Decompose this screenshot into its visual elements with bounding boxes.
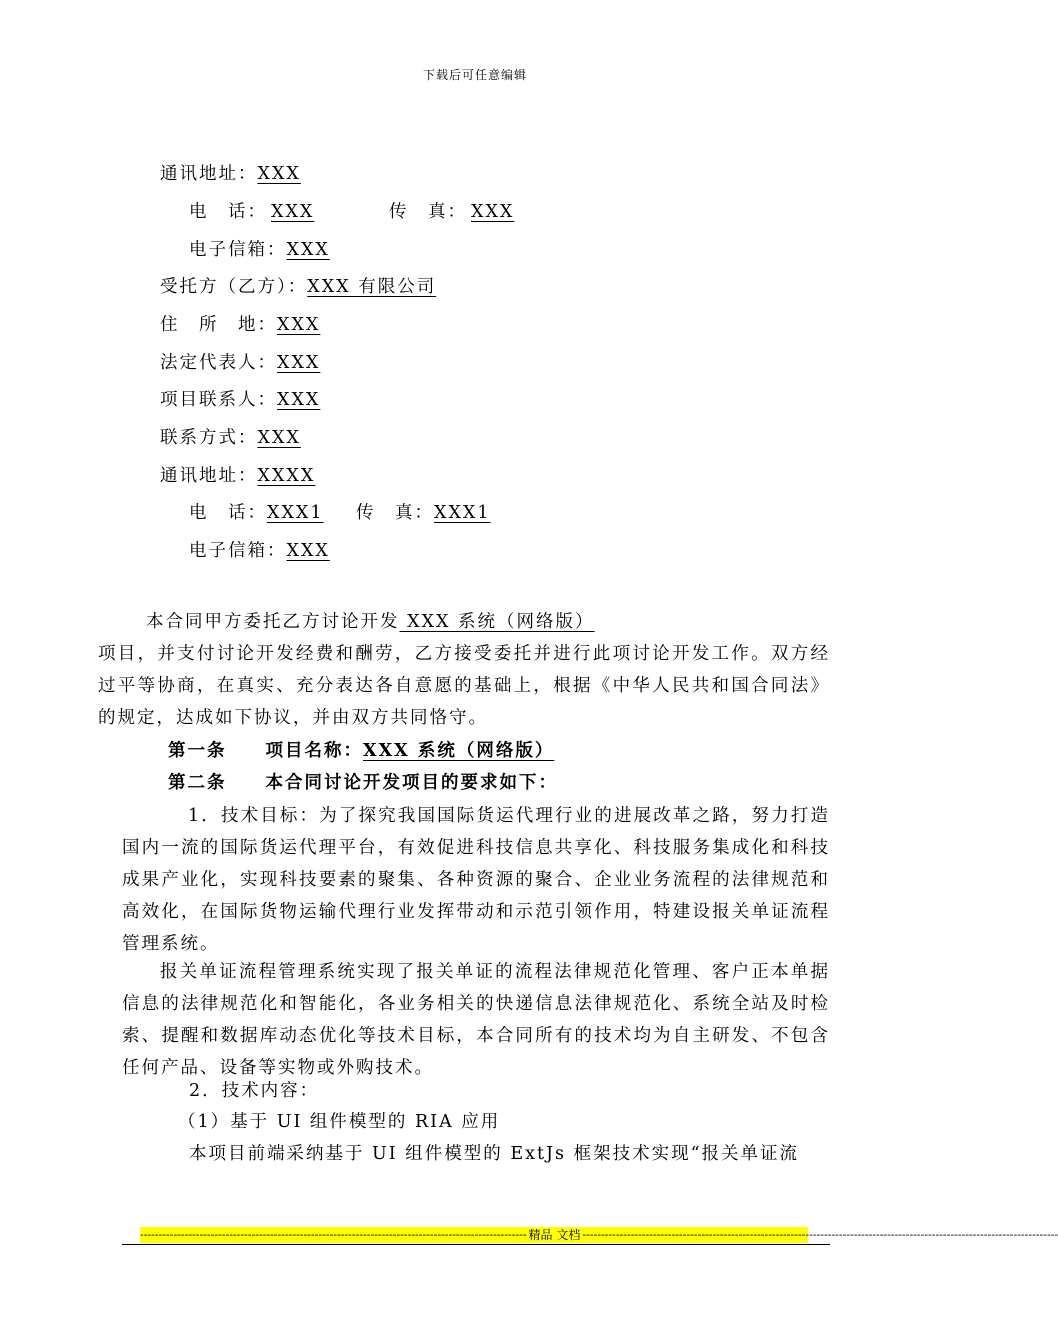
party-a-phone-label: 电 话：: [189, 202, 267, 222]
party-b-residence-label: 住 所 地：: [160, 315, 277, 335]
party-b-contact-person-value: XXX: [277, 390, 321, 410]
party-b-address-label: 通讯地址：: [160, 466, 258, 486]
item-2-1-text: 本项目前端采纳基于 UI 组件模型的 ExtJs 框架技术实现“报关单证流: [189, 1144, 800, 1164]
party-b-contact-method-label: 联系方式：: [160, 428, 258, 448]
party-b-fax: [356, 502, 491, 524]
footer-label: 精品 文档: [528, 1228, 581, 1242]
footer-rule: [122, 1244, 830, 1245]
party-b-legal-rep: [160, 352, 320, 374]
party-a-email-value: XXX: [286, 240, 330, 260]
item-1-paragraph: 1．技术目标：为了探究我国国际货运代理行业的进展改革之路，努力打造国内一流的国际货运代理平台，有效促进科技信息共享化、科技服务集成化和科技成果产业化，实现科技要素的聚集、各种资源的聚合、企业业务流程的法律规范和高效化，在国际货物运输代理行业发挥带动和示范引领作用，特建设报关单证流程管理系统。: [122, 806, 830, 954]
party-b-email-label: 电子信箱：: [189, 541, 287, 561]
party-b-phone-value: XXX1: [267, 503, 324, 523]
party-b-residence: [160, 314, 320, 336]
article-1-value: XXX 系统（网络版）: [363, 741, 555, 761]
party-b-contact-person: [160, 389, 320, 411]
party-a-address-value: XXX: [257, 164, 301, 184]
party-b-email-value: XXX: [286, 541, 330, 561]
party-b-phone-label: 电 话：: [189, 503, 267, 523]
party-b-address: [160, 465, 315, 487]
party-b-contact-person-label: 项目联系人：: [160, 390, 277, 410]
party-b-contact-method: [160, 427, 301, 449]
party-b-address-value: XXXX: [257, 466, 316, 486]
footer-bar: [140, 1227, 1058, 1243]
party-b-legal-value: XXX: [277, 353, 321, 373]
party-b-contact-method-value: XXX: [257, 428, 301, 448]
intro-prefix: 本合同甲方委托乙方讨论开发: [146, 612, 400, 632]
party-b-phone: [189, 502, 324, 524]
page-header: 下载后可任意编辑: [422, 68, 527, 82]
item-2-1: （1）基于 UI 组件模型的 RIA 应用: [178, 1112, 501, 1132]
party-b-fax-value: XXX1: [434, 503, 491, 523]
intro-rest: 项目，并支付讨论开发经费和酬劳，乙方接受委托并进行此项讨论开发工作。双方经过平等协商，在真实、充分表达各自意愿的基础上，根据《中华人民共和国合同法》的规定，达成如下协议，并由双方共同恪守。: [98, 644, 830, 728]
intro-system-name: XXX 系统（网络版）: [399, 612, 595, 632]
article-1: [168, 740, 554, 762]
party-a-email-label: 电子信箱：: [189, 240, 287, 260]
party-a-phone: [189, 201, 314, 223]
party-b-title: [160, 276, 436, 298]
party-a-email: [189, 239, 330, 261]
party-a-address: [160, 163, 301, 185]
party-b-residence-value: XXX: [277, 315, 321, 335]
intro-paragraph: [98, 606, 830, 734]
party-a-phone-value: XXX: [271, 202, 315, 222]
paragraph-2: 报关单证流程管理系统实现了报关单证的流程法律规范化管理、客户正本单据信息的法律规范化和智能化，各业务相关的快递信息法律规范化、系统全站及时检索、提醒和数据库动态优化等技术目标，本合同所有的技术均为自主研发、不包含任何产品、设备等实物或外购技术。: [122, 962, 830, 1078]
party-a-address-label: 通讯地址：: [160, 164, 258, 184]
party-a-fax-label: 传 真：: [389, 202, 467, 222]
party-b-title-label: 受托方（乙方）：: [160, 277, 308, 297]
article-1-label: 第一条 项目名称：: [168, 741, 363, 761]
party-b-email: [189, 540, 330, 562]
party-b-title-value: XXX 有限公司: [307, 277, 437, 297]
footer-dashes-left: --------------------------------------------------------------------------------------------------------: [140, 1228, 527, 1241]
party-a-fax-value: XXX: [471, 202, 515, 222]
party-a-fax: [389, 201, 514, 223]
article-2: 第二条 本合同讨论开发项目的要求如下：: [168, 773, 558, 793]
party-b-fax-label: 传 真：: [356, 503, 434, 523]
item-2: 2．技术内容：: [189, 1081, 320, 1101]
footer-dashes-right: --------------------------------------------------------------------------------------------------------------------------------: [582, 1228, 1058, 1241]
party-b-legal-label: 法定代表人：: [160, 353, 277, 373]
